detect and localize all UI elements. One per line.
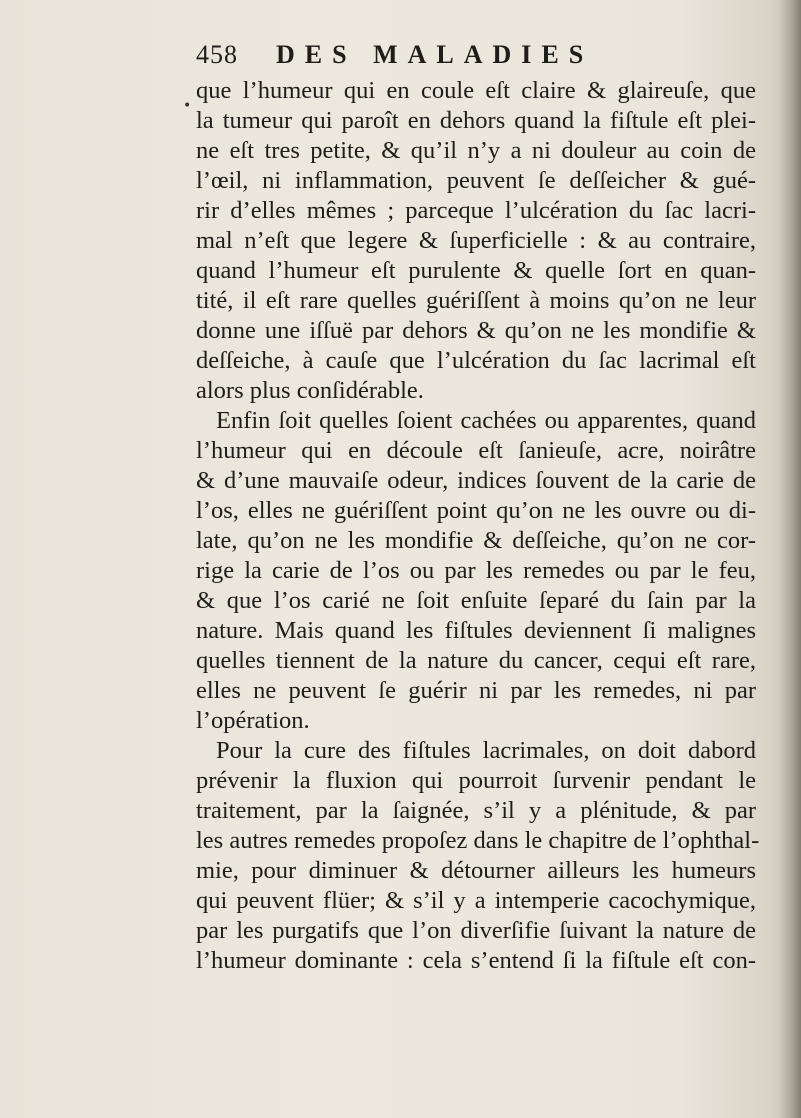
text-line: elles ne peuvent ſe guérir ni par les remedes, ni par xyxy=(196,677,756,704)
text-line: rige la carie de l’os ou par les remedes ou par le feu, xyxy=(196,557,756,584)
text-line: & que l’os carié ne ſoit enſuite ſeparé du ſain par la xyxy=(196,587,756,614)
text-line: l’os, elles ne guériſſent point qu’on ne les ouvre ou di- xyxy=(196,497,756,524)
running-title: DES MALADIES xyxy=(276,40,594,69)
body-text xyxy=(196,76,760,976)
text-line: rir d’elles mêmes ; parceque l’ulcération du ſac lacri- xyxy=(196,197,756,224)
text-line: quelles tiennent de la nature du cancer, cequi eſt rare, xyxy=(196,647,756,674)
text-line: & d’une mauvaiſe odeur, indices ſouvent de la carie de xyxy=(196,467,756,494)
text-line: deſſeiche, à cauſe que l’ulcération du ſac lacrimal eſt xyxy=(196,347,756,374)
text-line: la tumeur qui paroît en dehors quand la fiſtule eſt plei- xyxy=(196,107,756,134)
text-line: par les purgatifs que l’on diverſifie ſuivant la nature de xyxy=(196,917,756,944)
text-line: ne eſt tres petite, & qu’il n’y a ni douleur au coin de xyxy=(196,137,756,164)
text-line: Pour la cure des fiſtules lacrimales, on doit dabord xyxy=(216,737,756,764)
text-line: quand l’humeur eſt purulente & quelle ſort en quan- xyxy=(196,257,756,284)
text-line: que l’humeur qui en coule eſt claire & glaireuſe, que xyxy=(196,77,756,104)
text-line: alors plus conſidérable. xyxy=(196,377,424,404)
margin-mark: • xyxy=(183,98,192,114)
text-line: l’humeur dominante : cela s’entend ſi la fiſtule eſt con- xyxy=(196,947,756,974)
text-line: mie, pour diminuer & détourner ailleurs les humeurs xyxy=(196,857,756,884)
text-line: tité, il eſt rare quelles guériſſent à moins qu’on ne leur xyxy=(196,287,756,314)
text-line: l’œil, ni inflammation, peuvent ſe deſſeicher & gué- xyxy=(196,167,756,194)
text-line: donne une iſſuë par dehors & qu’on ne les mondifie & xyxy=(196,317,756,344)
text-line: traitement, par la ſaignée, s’il y a plénitude, & par xyxy=(196,797,756,824)
text-line: prévenir la fluxion qui pourroit ſurvenir pendant le xyxy=(196,767,756,794)
text-line: Enfin ſoit quelles ſoient cachées ou apparentes, quand xyxy=(216,407,756,434)
text-line: les autres remedes propoſez dans le chapitre de l’ophthal- xyxy=(196,827,760,854)
text-line: l’opération. xyxy=(196,707,310,734)
text-line: nature. Mais quand les fiſtules deviennent ſi malignes xyxy=(196,617,756,644)
text-line: mal n’eſt que legere & ſuperficielle : & au contraire, xyxy=(196,227,756,254)
text-line: late, qu’on ne les mondifie & deſſeiche, qu’on ne cor- xyxy=(196,527,756,554)
page-number: 458 xyxy=(196,40,238,69)
page-edge-shadow xyxy=(779,0,801,1118)
page-header xyxy=(196,40,593,76)
text-line: qui peuvent flüer; & s’il y a intemperie cacochymique, xyxy=(196,887,756,914)
text-line: l’humeur qui en découle eſt ſanieuſe, acre, noirâtre xyxy=(196,437,756,464)
